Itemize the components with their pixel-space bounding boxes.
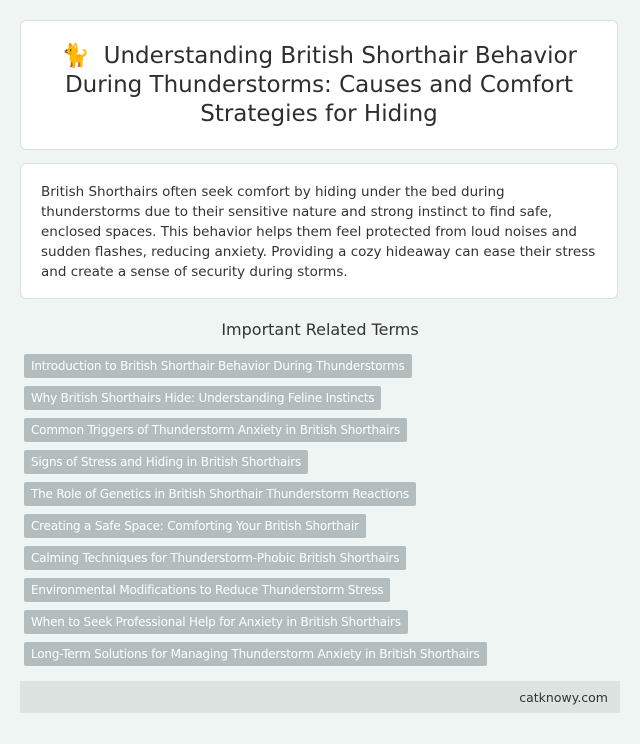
- list-item: [24, 578, 624, 602]
- related-term-tag[interactable]: Introduction to British Shorthair Behavior During Thunderstorms: [24, 354, 412, 378]
- list-item: [24, 386, 624, 410]
- list-item: [24, 418, 624, 442]
- list-item: [24, 354, 624, 378]
- related-term-tag[interactable]: When to Seek Professional Help for Anxiety in British Shorthairs: [24, 610, 408, 634]
- description-card: [20, 163, 618, 299]
- list-item: [24, 514, 624, 538]
- related-term-tag[interactable]: Creating a Safe Space: Comforting Your British Shorthair: [24, 514, 366, 538]
- page-title-text: Understanding British Shorthair Behavior During Thunderstorms: Causes and Comfort Strategies for Hiding: [64, 42, 577, 127]
- footer: [20, 681, 620, 713]
- related-terms-list: [24, 354, 624, 674]
- related-term-tag[interactable]: The Role of Genetics in British Shorthair Thunderstorm Reactions: [24, 482, 416, 506]
- footer-site-link[interactable]: catknowy.com: [519, 689, 608, 705]
- description-text: British Shorthairs often seek comfort by hiding under the bed during thunderstorms due to their sensitive nature and strong instinct to find safe, enclosed spaces. This behavior helps them feel protected from loud noises and sudden flashes, reducing anxiety. Providing a cozy hideaway can ease their stress and create a sense of security during storms.: [41, 184, 596, 280]
- list-item: [24, 482, 624, 506]
- title-card: [20, 20, 618, 150]
- related-term-tag[interactable]: Long-Term Solutions for Managing Thunderstorm Anxiety in British Shorthairs: [24, 642, 487, 666]
- related-term-tag[interactable]: Common Triggers of Thunderstorm Anxiety in British Shorthairs: [24, 418, 407, 442]
- cat-icon: 🐈: [61, 42, 90, 69]
- related-term-tag[interactable]: Calming Techniques for Thunderstorm-Phobic British Shorthairs: [24, 546, 406, 570]
- related-terms-heading: Important Related Terms: [221, 320, 419, 339]
- related-term-tag[interactable]: Why British Shorthairs Hide: Understanding Feline Instincts: [24, 386, 381, 410]
- list-item: [24, 546, 624, 570]
- list-item: [24, 610, 624, 634]
- related-term-tag[interactable]: Environmental Modifications to Reduce Thunderstorm Stress: [24, 578, 390, 602]
- list-item: [24, 450, 624, 474]
- list-item: [24, 642, 624, 666]
- page-title: [21, 42, 617, 129]
- related-term-tag[interactable]: Signs of Stress and Hiding in British Shorthairs: [24, 450, 308, 474]
